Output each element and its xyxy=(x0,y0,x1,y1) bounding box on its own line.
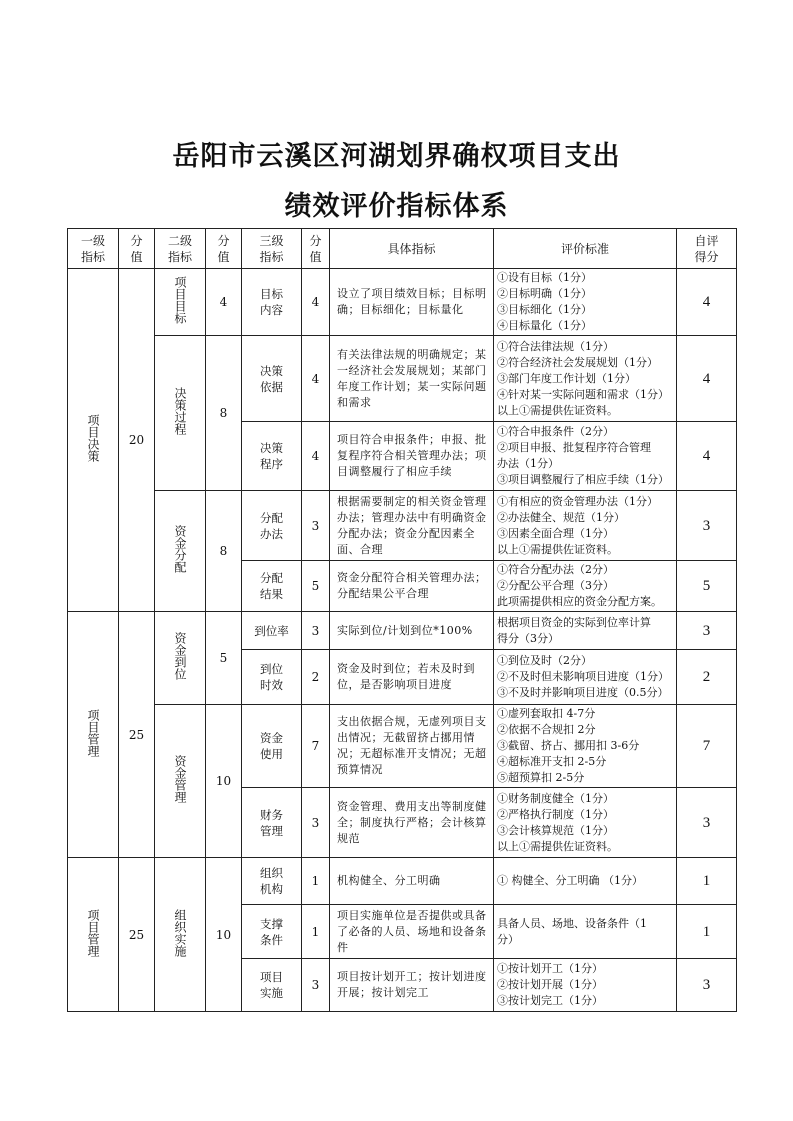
criteria xyxy=(494,858,677,905)
level2-score: 10 xyxy=(206,705,242,858)
specific-indicator: 资金及时到位；若未及时到位，是否影响项目进度 xyxy=(330,650,494,705)
level1-score: 25 xyxy=(119,612,155,858)
criteria xyxy=(494,491,677,561)
level3-score: 4 xyxy=(302,336,330,422)
criteria-line: ②办法健全、规范（1分） xyxy=(497,510,625,524)
criteria-line: ③按计划完工（1分） xyxy=(497,994,603,1007)
criteria-line: 以上①需提供佐证资料。 xyxy=(497,542,618,556)
level2-score: 5 xyxy=(206,612,242,705)
criteria-line: ①虚列套取扣 4-7分 xyxy=(497,707,596,720)
level3-name: 决策 依据 xyxy=(242,336,302,422)
criteria-line: 此项需提供相应的资金分配方案。 xyxy=(497,595,662,608)
criteria xyxy=(494,422,677,491)
criteria xyxy=(494,788,677,858)
specific-indicator: 支出依据合规，无虚列项目支出情况；无截留挤占挪用情况；无超标准开支情况；无超预算情况 xyxy=(330,705,494,788)
criteria-line: ①符合法律法规（1分） xyxy=(497,339,614,353)
criteria-line: ⑤超预算扣 2-5分 xyxy=(497,771,585,784)
criteria-line: ①到位及时（2分） xyxy=(497,654,592,667)
header-score1: 分 值 xyxy=(119,229,155,269)
criteria-line: ①按计划开工（1分） xyxy=(497,962,603,975)
criteria-line: ④超标准开支扣 2-5分 xyxy=(497,755,607,768)
level3-name: 项目 实施 xyxy=(242,959,302,1012)
criteria-line: 根据项目资金的实际到位率计算 xyxy=(497,615,651,629)
level1-cell: 项目决策 xyxy=(68,269,119,612)
level3-score: 1 xyxy=(302,858,330,905)
level2-cell: 项目目标 xyxy=(155,269,206,336)
table-row xyxy=(68,336,737,422)
criteria-line: ④目标量化（1分） xyxy=(497,319,592,332)
self-score: 1 xyxy=(677,858,737,905)
criteria-line: 以上①需提供佐证资料。 xyxy=(497,403,618,417)
specific-indicator: 机构健全、分工明确 xyxy=(330,858,494,905)
level3-score: 4 xyxy=(302,422,330,491)
criteria-line: 以上①需提供佐证资料。 xyxy=(497,839,618,853)
criteria-line: ①设有目标（1分） xyxy=(497,271,592,284)
specific-indicator: 项目按计划开工；按计划进度开展；按计划完工 xyxy=(330,959,494,1012)
self-score: 3 xyxy=(677,788,737,858)
criteria-line: ②严格执行制度（1分） xyxy=(497,807,614,821)
table-row xyxy=(68,612,737,650)
self-score: 4 xyxy=(677,422,737,491)
criteria-line: ③部门年度工作计划（1分） xyxy=(497,371,636,385)
criteria-line: ①财务制度健全（1分） xyxy=(497,791,614,805)
specific-indicator: 资金分配符合相关管理办法；分配结果公平合理 xyxy=(330,561,494,612)
criteria-line: ①符合申报条件（2分） xyxy=(497,425,614,438)
document-title-line1: 岳阳市云溪区河湖划界确权项目支出 xyxy=(172,141,621,172)
table-row xyxy=(68,491,737,561)
table-row xyxy=(68,269,737,336)
header-level1: 一级 指标 xyxy=(68,229,119,269)
level1-score: 20 xyxy=(119,269,155,612)
level3-name: 到位率 xyxy=(242,612,302,650)
criteria-line: 分） xyxy=(497,932,519,946)
criteria-line: ③项目调整履行了相应手续（1分） xyxy=(497,473,669,486)
criteria xyxy=(494,561,677,612)
criteria xyxy=(494,705,677,788)
header-self-score: 自评 得分 xyxy=(677,229,737,269)
self-score: 3 xyxy=(677,959,737,1012)
specific-indicator: 项目符合申报条件；申报、批复程序符合相关管理办法；项目调整履行了相应手续 xyxy=(330,422,494,491)
level2-cell: 资金管理 xyxy=(155,705,206,858)
level1-cell: 项目管理 xyxy=(68,858,119,1012)
criteria-line: ②符合经济社会发展规划（1分） xyxy=(497,355,658,369)
self-score: 2 xyxy=(677,650,737,705)
criteria xyxy=(494,269,677,336)
level3-name: 到位 时效 xyxy=(242,650,302,705)
level3-score: 7 xyxy=(302,705,330,788)
criteria-line: ①有相应的资金管理办法（1分） xyxy=(497,494,658,508)
table-row xyxy=(68,858,737,905)
level3-score: 4 xyxy=(302,269,330,336)
level2-score: 10 xyxy=(206,858,242,1012)
criteria-line: ③因素全面合理（1分） xyxy=(497,526,614,540)
header-score3: 分 值 xyxy=(302,229,330,269)
self-score: 7 xyxy=(677,705,737,788)
level1-score: 25 xyxy=(119,858,155,1012)
level2-score: 4 xyxy=(206,269,242,336)
level1-cell: 项目管理 xyxy=(68,612,119,858)
criteria-line: ②不及时但未影响项目进度（1分） xyxy=(497,670,669,683)
document-title-line2: 绩效评价指标体系 xyxy=(284,191,509,222)
criteria-line: ②分配公平合理（3分） xyxy=(497,579,614,592)
header-score2: 分 值 xyxy=(206,229,242,269)
level2-cell: 组织实施 xyxy=(155,858,206,1012)
criteria-line: ③不及时并影响项目进度（0.5分） xyxy=(497,686,669,699)
criteria-line: ③目标细化（1分） xyxy=(497,303,592,316)
criteria-line: 具备人员、场地、设备条件（1 xyxy=(497,916,647,930)
self-score: 3 xyxy=(677,491,737,561)
criteria-line: ③会计核算规范（1分） xyxy=(497,823,614,837)
level3-score: 2 xyxy=(302,650,330,705)
level3-score: 1 xyxy=(302,905,330,959)
criteria-line: ④针对某一实际问题和需求（1分） xyxy=(497,387,669,401)
level3-score: 5 xyxy=(302,561,330,612)
specific-indicator: 根据需要制定的相关资金管理办法；管理办法中有明确资金分配办法；资金分配因素全面、合理 xyxy=(330,491,494,561)
level2-cell: 决策过程 xyxy=(155,336,206,491)
level3-name: 分配 办法 xyxy=(242,491,302,561)
level2-cell: 资金到位 xyxy=(155,612,206,705)
criteria-line: 办法（1分） xyxy=(497,457,559,470)
criteria xyxy=(494,612,677,650)
level3-name: 决策 程序 xyxy=(242,422,302,491)
criteria-line: ②按计划开展（1分） xyxy=(497,978,603,991)
level3-name: 目标 内容 xyxy=(242,269,302,336)
level2-score: 8 xyxy=(206,336,242,491)
header-specific: 具体指标 xyxy=(330,229,494,269)
level3-name: 分配 结果 xyxy=(242,561,302,612)
header-level2: 二级 指标 xyxy=(155,229,206,269)
level3-name: 支撑 条件 xyxy=(242,905,302,959)
table-row xyxy=(68,705,737,788)
criteria xyxy=(494,336,677,422)
level3-name: 组织 机构 xyxy=(242,858,302,905)
criteria-line: ②依据不合规扣 2分 xyxy=(497,723,596,736)
indicator-table xyxy=(67,228,737,1012)
criteria xyxy=(494,959,677,1012)
criteria-line: ②项目申报、批复程序符合管理 xyxy=(497,441,651,454)
level3-score: 3 xyxy=(302,612,330,650)
level3-score: 3 xyxy=(302,959,330,1012)
criteria-line: ②目标明确（1分） xyxy=(497,287,592,300)
self-score: 4 xyxy=(677,269,737,336)
level3-name: 财务 管理 xyxy=(242,788,302,858)
criteria-line: ③截留、挤占、挪用扣 3-6分 xyxy=(497,739,640,752)
self-score: 3 xyxy=(677,612,737,650)
criteria-line: 得分（3分） xyxy=(497,631,559,645)
criteria xyxy=(494,650,677,705)
specific-indicator: 项目实施单位是否提供或具备了必备的人员、场地和设备条件 xyxy=(330,905,494,959)
header-row xyxy=(68,229,737,269)
self-score: 1 xyxy=(677,905,737,959)
level3-score: 3 xyxy=(302,491,330,561)
criteria xyxy=(494,905,677,959)
criteria-line: ① 构健全、分工明确 （1分） xyxy=(497,874,643,887)
header-criteria: 评价标准 xyxy=(494,229,677,269)
self-score: 4 xyxy=(677,336,737,422)
level2-score: 8 xyxy=(206,491,242,612)
level2-cell: 资金分配 xyxy=(155,491,206,612)
self-score: 5 xyxy=(677,561,737,612)
specific-indicator: 资金管理、费用支出等制度健全；制度执行严格；会计核算规范 xyxy=(330,788,494,858)
criteria-line: ①符合分配办法（2分） xyxy=(497,563,614,576)
level3-name: 资金 使用 xyxy=(242,705,302,788)
specific-indicator: 实际到位/计划到位*100% xyxy=(330,612,494,650)
specific-indicator: 设立了项目绩效目标；目标明确；目标细化；目标量化 xyxy=(330,269,494,336)
level3-score: 3 xyxy=(302,788,330,858)
header-level3: 三级 指标 xyxy=(242,229,302,269)
specific-indicator: 有关法律法规的明确规定；某一经济社会发展规划；某部门年度工作计划；某一实际问题和需求 xyxy=(330,336,494,422)
